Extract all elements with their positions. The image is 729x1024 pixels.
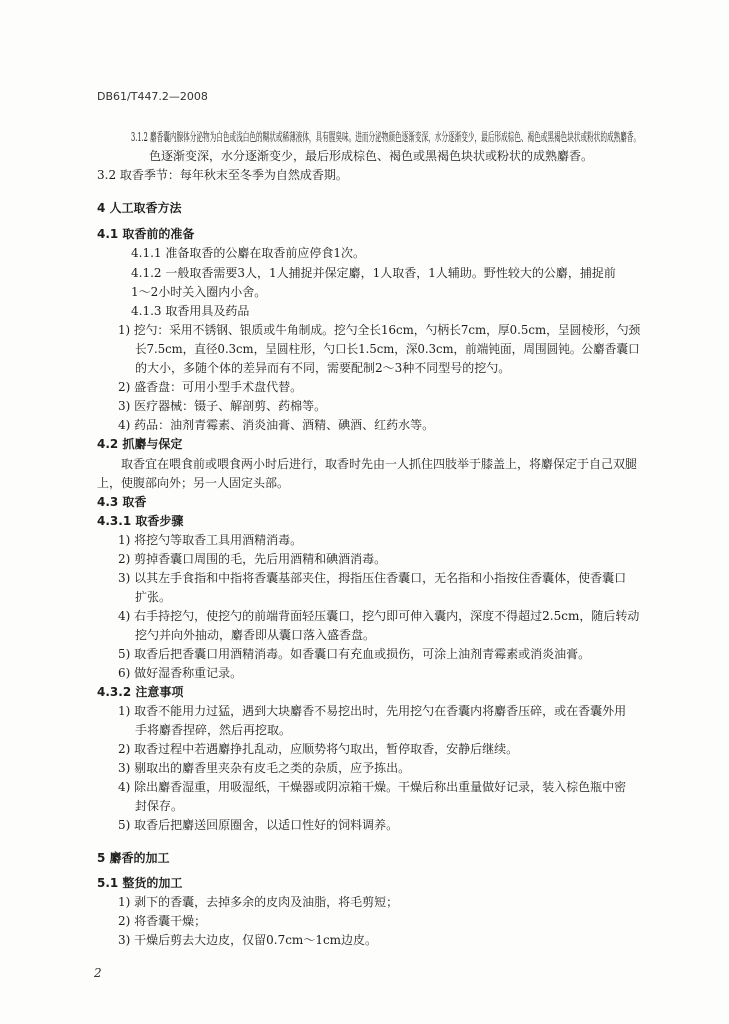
item-1-line3: 的大小，多随个体的差异而有不同，需要配制2～3种不同型号的挖勺。: [135, 361, 511, 375]
heading-4-3: 4.3 取香: [97, 495, 147, 509]
note-3: 3) 剔取出的麝香里夹杂有皮毛之类的杂质，应予拣出。: [118, 761, 411, 775]
step-6: 6) 做好湿香称重记录。: [118, 666, 243, 680]
item-4: 4) 药品：油剂青霉素、消炎油膏、酒精、碘酒、红药水等。: [118, 418, 435, 432]
process-step-1: 1) 剥下的香囊，去掉多余的皮肉及油脂，将毛剪短；: [118, 895, 399, 909]
heading-4-3-2: 4.3.2 注意事项: [97, 685, 184, 699]
step-3-line2: 扩张。: [135, 590, 172, 604]
item-1-line2: 长7.5cm，直径0.3cm，呈圆柱形，勺口长1.5cm，深0.3cm，前端钝面，周围圆钝。公麝香囊口: [135, 342, 640, 356]
process-step-3: 3) 干燥后剪去大边皮，仅留0.7cm～1cm边皮。: [118, 933, 378, 947]
para-3-1-2-line1: 3.1.2 麝香囊内腺体分泌物为白色或浅白色的糊状或稀薄液体，具有腥臭味。进而分泌物颜色逐渐变深，水分逐渐变少，最后形成棕色、褐色或黑褐色块状或粉状的成熟麝香。: [131, 130, 641, 144]
para-4-1-1: 4.1.1 准备取香的公麝在取香前应停食1次。: [131, 246, 365, 260]
item-2: 2) 盛香盘：可用小型手术盘代替。: [118, 380, 303, 394]
note-1-line1: 1) 取香不能用力过猛，遇到大块麝香不易挖出时，先用挖勺在香囊内将麝香压碎，或在香囊外用: [118, 704, 627, 718]
heading-4-1-3: 4.1.3 取香用具及药品: [131, 304, 250, 318]
doc-code-header: DB61/T447.2—2008: [97, 90, 208, 103]
step-3-line1: 3) 以其左手食指和中指将香囊基部夹住，拇指压住香囊口，无名指和小指按住香囊体，使香囊口: [118, 571, 627, 585]
item-1-line1: 1) 挖勺：采用不锈钢、银质或牛角制成。挖勺全长16cm，勺柄长7cm，厚0.5cm，呈圆棱形，勺颈: [118, 323, 641, 337]
page-number: 2: [94, 966, 102, 980]
para-3-1-2-line2: 色逐渐变深，水分逐渐变少，最后形成棕色、褐色或黑褐色块状或粉状的成熟麝香。: [149, 149, 594, 163]
heading-4-1: 4.1 取香前的准备: [97, 227, 195, 241]
step-4-line1: 4) 右手持挖勺，使挖勺的前端背面轻压囊口，挖勺即可伸入囊内，深度不得超过2.5cm，随后转动: [118, 609, 640, 623]
item-3: 3) 医疗器械：镊子、解剖剪、药棉等。: [118, 399, 327, 413]
para-4-2-line2: 上，使腹部向外；另一人固定头部。: [97, 476, 290, 490]
para-4-1-2-line1: 4.1.2 一般取香需要3人，1人捕捉并保定麝，1人取香，1人辅助。野性较大的公麝，捕捉前: [131, 266, 616, 280]
heading-4-2: 4.2 抓麝与保定: [97, 437, 183, 451]
step-1: 1) 将挖勺等取香工具用酒精消毒。: [118, 533, 303, 547]
note-4-line1: 4) 除出麝香湿重，用吸湿纸，干燥器或阴凉箱干燥。干燥后称出重量做好记录，装入棕色瓶中密: [118, 780, 627, 794]
heading-4-3-1: 4.3.1 取香步骤: [97, 514, 184, 528]
step-2: 2) 剪掉香囊口周围的毛，先后用酒精和碘酒消毒。: [118, 552, 387, 566]
heading-5-1: 5.1 整货的加工: [97, 876, 183, 890]
note-1-line2: 手将麝香捏碎，然后再挖取。: [135, 723, 292, 737]
para-3-2: 3.2 取香季节：每年秋末至冬季为自然成香期。: [97, 168, 348, 182]
process-step-2: 2) 将香囊干燥；: [118, 914, 207, 928]
step-4-line2: 挖勺并向外抽动，麝香即从囊口落入盛香盘。: [135, 628, 376, 642]
heading-4: 4 人工取香方法: [97, 201, 182, 215]
para-4-1-2-line2: 1～2小时关入圈内小舍。: [131, 285, 267, 299]
note-2: 2) 取香过程中若遇麝挣扎乱动，应顺势将勺取出，暂停取香，安静后继续。: [118, 742, 519, 756]
step-5: 5) 取香后把香囊口用酒精消毒。如香囊口有充血或损伤，可涂上油剂青霉素或消炎油膏。: [118, 647, 591, 661]
heading-5: 5 麝香的加工: [97, 851, 170, 865]
note-5: 5) 取香后把麝送回原圈舍，以适口性好的饲料调养。: [118, 818, 399, 832]
para-4-2-line1: 取香宜在喂食前或喂食两小时后进行，取香时先由一人抓住四肢举于膝盖上，将麝保定于自己双腿: [121, 457, 638, 471]
note-4-line2: 封保存。: [135, 799, 184, 813]
